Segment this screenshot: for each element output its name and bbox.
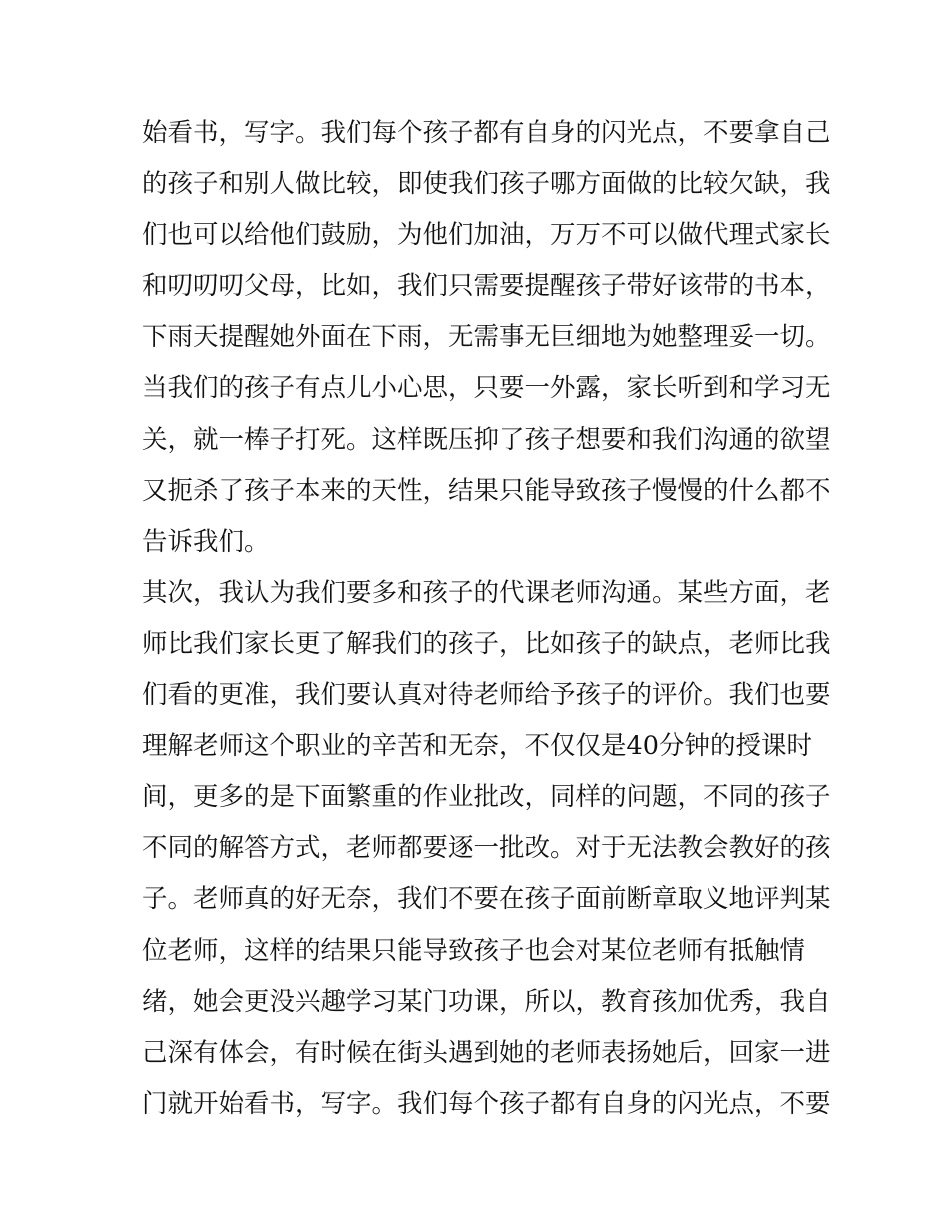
text-line: 其次，我认为我们要多和孩子的代课老师沟通。某些方面，老 (142, 577, 831, 608)
text-line: 又扼杀了孩子本来的天性，结果只能导致孩子慢慢的什么都不 (142, 475, 831, 506)
text-line: 和叨叨叨父母，比如，我们只需要提醒孩子带好该带的书本， (142, 271, 831, 302)
text-line: 师比我们家长更了解我们的孩子，比如孩子的缺点，老师比我 (142, 628, 831, 659)
text-line: 不同的解答方式，老师都要逐一批改。对于无法教会教好的孩 (142, 833, 831, 864)
text-line: 下雨天提醒她外面在下雨，无需事无巨细地为她整理妥一切。 (142, 322, 831, 353)
text-line: 子。老师真的好无奈，我们不要在孩子面前断章取义地评判某 (142, 884, 831, 915)
text-line: 们也可以给他们鼓励，为他们加油，万万不可以做代理式家长 (142, 220, 831, 251)
text-line: 们看的更准，我们要认真对待老师给予孩子的评价。我们也要 (142, 680, 831, 711)
text-line: 理解老师这个职业的辛苦和无奈，不仅仅是40分钟的授课时 (142, 731, 812, 762)
text-line: 始看书，写字。我们每个孩子都有自身的闪光点，不要拿自己 (142, 118, 831, 148)
text-line: 的孩子和别人做比较，即使我们孩子哪方面做的比较欠缺，我 (142, 169, 831, 200)
text-line: 告诉我们。 (142, 526, 270, 557)
text-line: 己深有体会，有时候在街头遇到她的老师表扬她后，回家一进 (142, 1037, 831, 1068)
text-line: 关，就一棒子打死。这样既压抑了孩子想要和我们沟通的欲望 (142, 424, 831, 455)
text-line: 间，更多的是下面繁重的作业批改，同样的问题，不同的孩子 (142, 782, 831, 813)
body-text (142, 108, 831, 1130)
text-line: 当我们的孩子有点儿小心思，只要一外露，家长听到和学习无 (142, 373, 831, 404)
text-line: 绪，她会更没兴趣学习某门功课，所以，教育孩加优秀，我自 (142, 986, 831, 1017)
text-line: 位老师，这样的结果只能导致孩子也会对某位老师有抵触情 (142, 935, 806, 966)
text-line: 门就开始看书，写字。我们每个孩子都有自身的闪光点，不要 (142, 1088, 831, 1119)
